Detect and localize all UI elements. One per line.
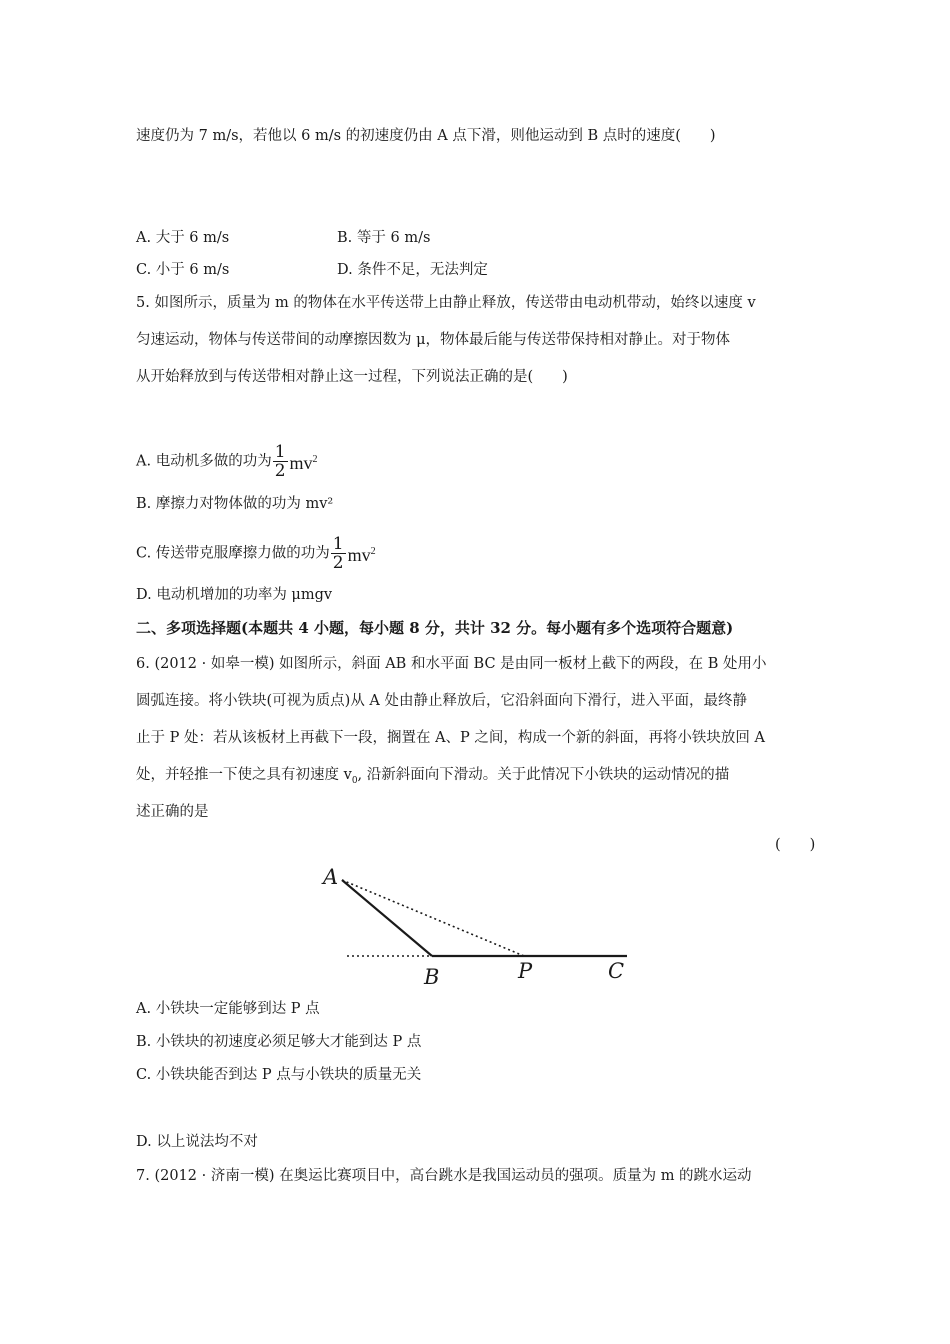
q6-option-a: A. 小铁块一定能够到达 P 点 (136, 1001, 320, 1017)
q5-stem-line3: 从开始释放到与传送带相对静止这一过程，下列说法正确的是( ) (136, 369, 568, 385)
q4-option-a: A. 大于 6 m/s (136, 230, 230, 246)
q6-option-c: C. 小铁块能否到达 P 点与小铁块的质量无关 (136, 1067, 422, 1083)
q6-option-d: D. 以上说法均不对 (136, 1134, 258, 1150)
mv-squared: $mv^2$ (289, 453, 318, 473)
incline-diagram (320, 860, 640, 990)
q5-option-b: B. 摩擦力对物体做的功为 mv² (136, 496, 334, 512)
q5-option-c (136, 532, 376, 575)
q5-option-a-label: A. 电动机多做的功为 (136, 453, 272, 470)
slope-ap-dotted (342, 880, 524, 956)
mv-squared: $mv^2$ (347, 545, 376, 565)
q6-stem-line5: 述正确的是 (136, 804, 209, 820)
q4-option-b: B. 等于 6 m/s (337, 230, 431, 246)
q6-stem-line2: 圆弧连接。将小铁块(可视为质点)从 A 处由静止释放后，它沿斜面向下滑行，进入平面，最终静 (136, 693, 747, 709)
q7-stem-line1: 7. (2012 · 济南一模) 在奥运比赛项目中，高台跳水是我国运动员的强项。质量为 m 的跳水运动 (136, 1168, 752, 1184)
answer-parentheses: ( ) (775, 837, 816, 853)
q5-option-a (136, 440, 318, 483)
label-a: A (323, 865, 339, 889)
one-half-fraction: $\frac{1}{2}$ (274, 442, 286, 481)
label-c: C (608, 959, 625, 983)
q5-stem-line2: 匀速运动，物体与传送带间的动摩擦因数为 μ，物体最后能与传送带保持相对静止。对于物体 (136, 332, 731, 348)
q6-stem-line1: 6. (2012 · 如皋一模) 如图所示，斜面 AB 和水平面 BC 是由同一板材上截下的两段，在 B 处用小 (136, 656, 767, 672)
q4-option-c: C. 小于 6 m/s (136, 262, 230, 278)
q4-option-d: D. 条件不足，无法判定 (337, 262, 488, 278)
label-b: B (424, 965, 440, 989)
slope-ab (342, 880, 432, 956)
q5-option-c-label: C. 传送带克服摩擦力做的功为 (136, 545, 330, 562)
q5-stem-line1: 5. 如图所示，质量为 m 的物体在水平传送带上由静止释放，传送带由电动机带动，始终以速度 v (136, 295, 756, 311)
q6-stem-line4: 处，并轻推一下使之具有初速度 $v_0$, 沿新斜面向下滑动。关于此情况下小铁块的运动情况的描 (136, 767, 730, 786)
q6-stem-line3: 止于 P 处：若从该板材上再截下一段，搁置在 A、P 之间，构成一个新的斜面，再将小铁块放回 A (136, 730, 765, 746)
q6-option-b: B. 小铁块的初速度必须足够大才能到达 P 点 (136, 1034, 422, 1050)
one-half-fraction: $\frac{1}{2}$ (332, 534, 344, 573)
q5-option-d: D. 电动机增加的功率为 μmgv (136, 587, 333, 603)
label-p: P (518, 959, 533, 983)
section-heading: 二、多项选择题(本题共 4 小题，每小题 8 分，共计 32 分。每小题有多个选项符合题意) (136, 619, 734, 637)
q4-tail-text: 速度仍为 7 m/s，若他以 6 m/s 的初速度仍由 A 点下滑，则他运动到 B 点时的速度( ) (136, 128, 716, 144)
